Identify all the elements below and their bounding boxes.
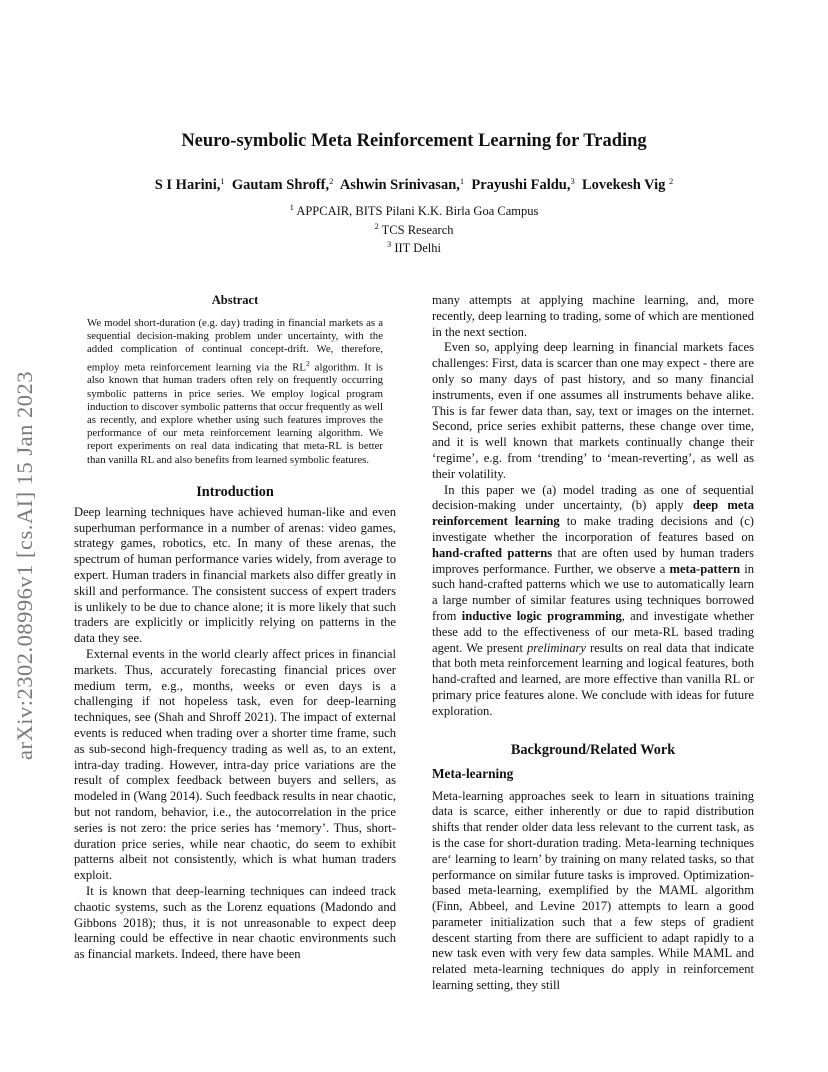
author-affiliation-mark: 1 xyxy=(459,176,465,186)
affiliation: $^2$ TCS Research xyxy=(374,220,454,237)
affiliation: $^1$ APPCAIR, BITS Pilani K.K. Birla Goa Campus xyxy=(289,202,539,218)
intro-paragraph: Deep learning techniques have achieved human-like and even superhuman performance in a number of arenas: video games, strategy games, robotics, etc. In many of these arenas, the spectrum of human performance varies widely, from average to expert. Human traders in financial markets also differ greatly in skill and performance. The consistent success of expert traders is unlikely to be due to chance alone; it is more likely that such traders are explicitly or implicitly relying on patterns in the data they see. xyxy=(74,504,396,646)
affiliation-list xyxy=(0,200,828,256)
meta-learning-subheading: Meta-learning xyxy=(432,765,514,781)
left-column xyxy=(74,293,396,963)
author-affiliation-mark: 3 xyxy=(570,176,575,186)
emphasis-text: inductive logic programming xyxy=(461,608,622,623)
introduction-heading: Introduction xyxy=(196,483,274,500)
intro-paragraph: many attempts at applying machine learning, and, more recently, deep learning to trading, some of which are mentioned in the next section. xyxy=(432,293,754,339)
arxiv-identifier: arXiv:2302.08996v1 [cs.AI] 15 Jan 2023 xyxy=(12,371,37,760)
author-name: Lovekesh Vig xyxy=(582,177,666,193)
intro-paragraph: External events in the world clearly affect prices in financial markets. Thus, accurately forecasting financial prices over medium term, e.g., months, weeks or even days is a challenging if not hopeless task, even for deep-learning techniques, see (Shah and Shroff 2021). The impact of external events is reduced when trading over a shorter time frame, such as sub-second high-frequency trading as well as, to an extent, intra-day trading. However, intra-day price variations are the result of complex feedback between buyers and sellers, as modeled in (Wang 2014). Such feedback results in near chaotic, but not random, behavior, i.e., the autocorrelation in the price series is not zero: the price series has ‘memory’. Thus, short-duration price series, while near chaotic, do seem to exhibit patterns albeit not consistently, which is what human traders exploit. xyxy=(74,647,396,883)
emphasis-text: hand-crafted patterns xyxy=(432,545,553,560)
author-list xyxy=(0,176,828,194)
author-name: Ashwin Srinivasan, xyxy=(339,177,460,193)
author-affiliation-mark: 2 xyxy=(329,176,334,186)
background-heading: Background/Related Work xyxy=(510,741,676,758)
emphasis-text: deep meta reinforcement learning xyxy=(432,498,754,529)
intro-paragraph: Even so, applying deep learning in financial markets faces challenges: First, data is scarcer than one may expect - there are only so many days of past history, and so many financial instruments, even if one assumes all instruments behave alike. This is far fewer data than, say, text or images on the internet. Second, price series exhibit patterns, these change over time, and it is well known that markets continually change their ‘regime’, e.g. from ‘trending’ to ‘mean-reverting’, as well as their volatility. xyxy=(432,340,754,481)
author-affiliation-mark: 2 xyxy=(669,176,674,186)
right-column xyxy=(432,293,754,994)
intro-paragraph: It is known that deep-learning techniques can indeed track chaotic systems, such as the Lorenz equations (Madondo and Gibbons 2018); thus, it is not unreasonable to expect deep learning could be effective in near chaotic environments such as financial markets. Indeed, there have been xyxy=(74,883,396,962)
intro-paragraph: In this paper we (a) model trading as one of sequential decision-making under uncertainty, (b) apply deep meta reinforcement learning to make trading decisions and (c) investigate whether the incorporation of features based on hand-crafted patterns that are often used by human traders improves performance. Further, we observe a meta-pattern in such hand-crafted patterns which we use to automatically learn a large number of similar features using techniques borrowed from inductive logic programming, and investigate whether these add to the effectiveness of our meta-RL based trading agent. We present preliminary results on real data that indicate that both meta reinforcement learning and logical features, both hand-crafted and learned, are more effective than vanilla RL or primary price features alone. We conclude with ideas for future exploration. xyxy=(432,482,754,718)
author-name: Gautam Shroff, xyxy=(231,177,330,193)
affiliation: $^3$ IIT Delhi xyxy=(386,239,441,255)
abstract-heading: Abstract xyxy=(211,293,259,307)
italic-text: preliminary xyxy=(527,640,586,655)
author-affiliation-mark: 1 xyxy=(220,176,225,186)
background-paragraph: Meta-learning approaches seek to learn in situations training data is scarce, either inherently or due to rapid distribution shifts that render older data less relevant to the current task, as is the case for short-duration trading. Meta-learning techniques are‘ learning to learn’ by training on many related tasks, so that performance on similar future tasks is improved. Optimization-based meta-learning, exemplified by the MAML algorithm (Finn, Abbeel, and Levine 2017) attempts to learn a good parameter initialization such that a few steps of gradient descent starting from there are sufficient to adapt rapidly to a new task even with very few data samples. While MAML and related meta-learning techniques do apply in reinforcement learning setting, they still xyxy=(432,788,754,993)
author-name: Prayushi Faldu, xyxy=(471,177,571,193)
author-name: S I Harini, xyxy=(154,177,221,193)
paper-title: Neuro-symbolic Meta Reinforcement Learning for Trading xyxy=(181,131,647,151)
emphasis-text: meta-pattern xyxy=(669,561,741,576)
abstract-text: We model short-duration (e.g. day) trading in financial markets as a sequential decision-making problem under uncertainty, with the added complication of continual concept-drift. We, therefore, employ meta reinforcement learning via the $RL^2$ algorithm. It is also known that human traders often rely on frequently occurring symbolic patterns in price series. We employ logical program induction to discover symbolic patterns that occur frequently as well as recently, and explore whether using such features improves the performance of our meta reinforcement learning algorithm. We report experiments on real data indicating that meta-RL is better than vanilla RL and also benefits from learned symbolic features. xyxy=(87,317,383,466)
